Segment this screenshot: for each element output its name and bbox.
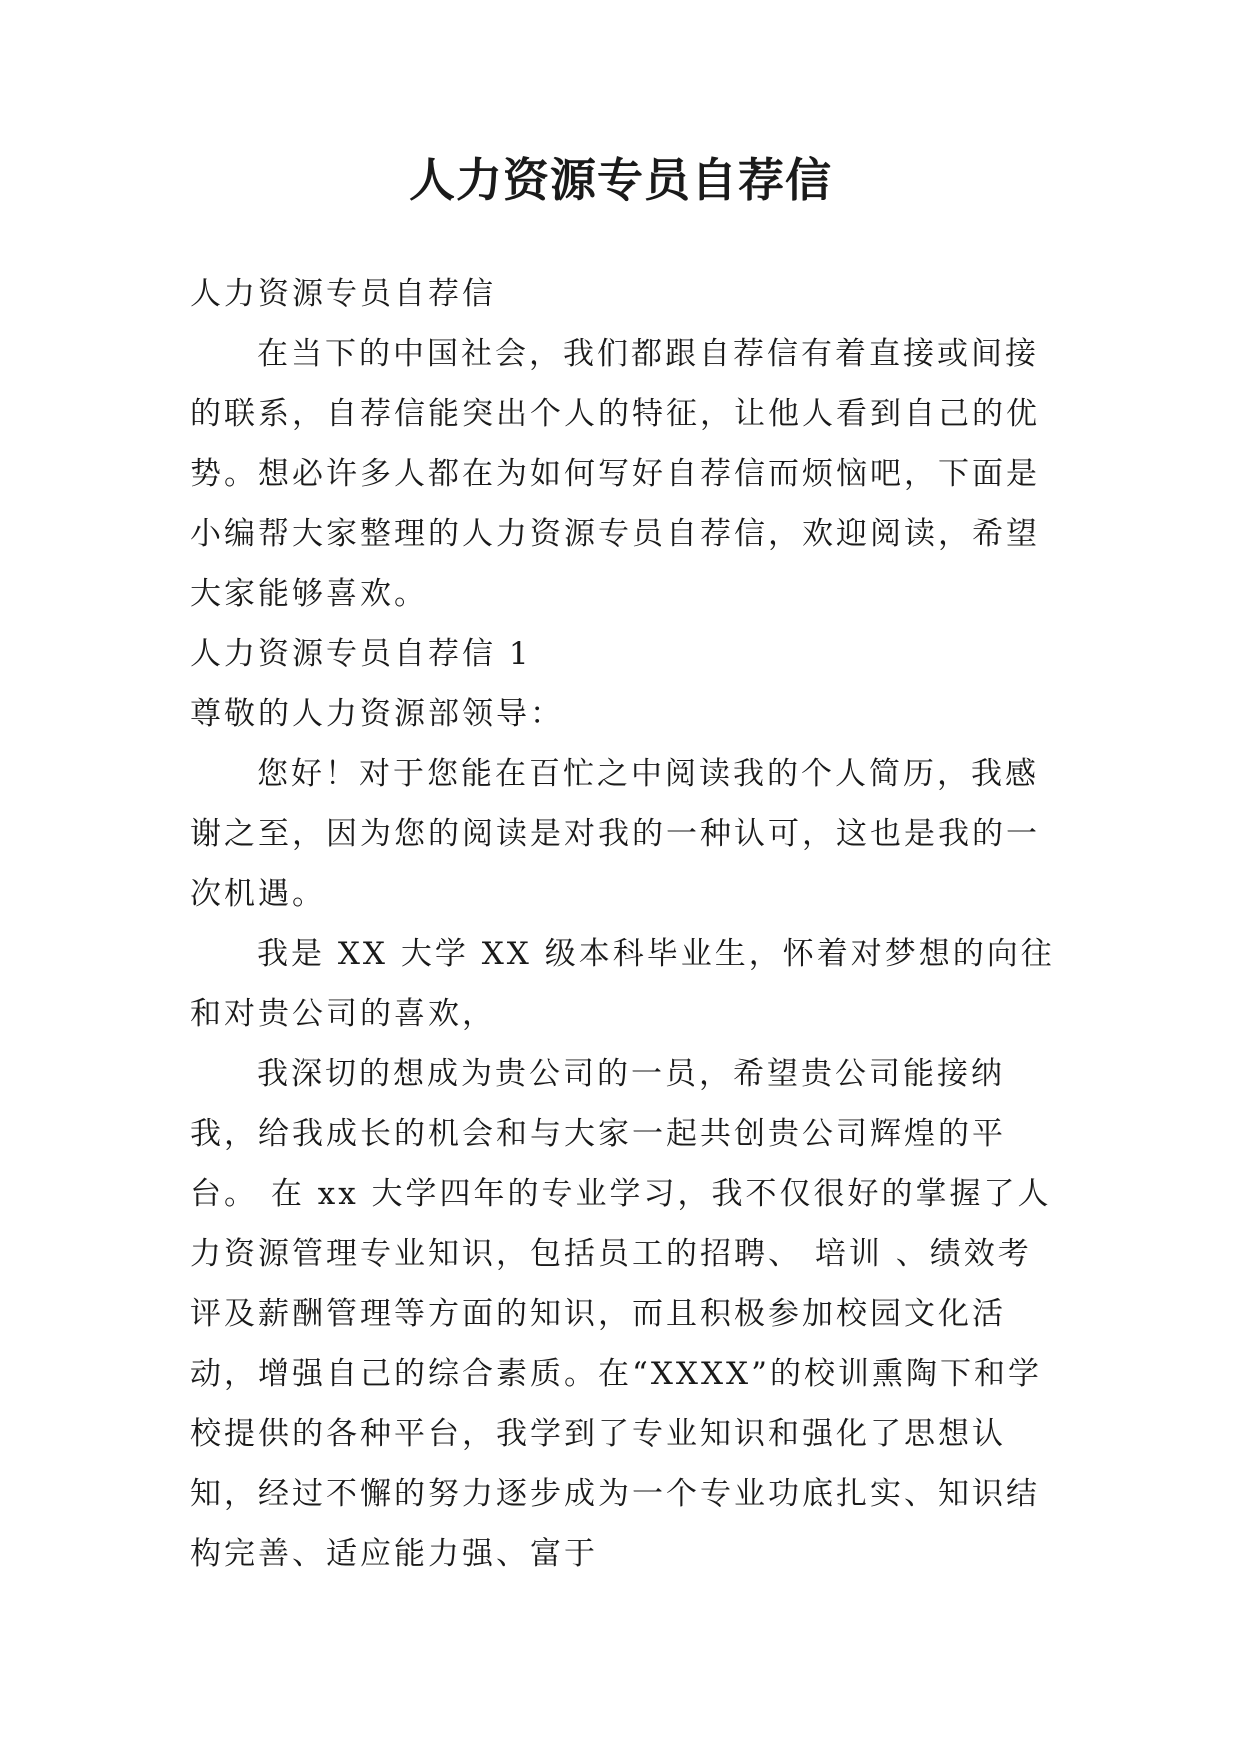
document-title: 人力资源专员自荐信: [409, 153, 832, 207]
salutation: 尊敬的人力资源部领导：: [190, 696, 564, 732]
letter-paragraph-3: 我深切的想成为贵公司的一员，希望贵公司能接纳我，给我成长的机会和与大家一起共创贵公司辉煌的平台。 在 xx 大学四年的专业学习，我不仅很好的掌握了人力资源管理专业知识，包括员工的招聘、 培训 、绩效考评及薪酬管理等方面的知识，而且积极参加校园文化活动，增强自己的综合素质。在“XXXX”的校训熏陶下和学校提供的各种平台，我学到了专业知识和强化了思想认知，经过不懈的努力逐步成为一个专业功底扎实、知识结构完善、适应能力强、富于: [190, 1056, 1052, 1572]
letter-heading: 人力资源专员自荐信 1: [190, 636, 532, 672]
letter-paragraph-1: 您好！对于您能在百忙之中阅读我的个人简历，我感谢之至，因为您的阅读是对我的一种认可，这也是我的一次机遇。: [190, 756, 1040, 912]
intro-paragraph: 在当下的中国社会，我们都跟自荐信有着直接或间接的联系，自荐信能突出个人的特征，让他人看到自己的优势。想必许多人都在为如何写好自荐信而烦恼吧，下面是小编帮大家整理的人力资源专员自荐信，欢迎阅读，希望大家能够喜欢。: [190, 336, 1040, 612]
letter-paragraph-2: 我是 XX 大学 XX 级本科毕业生，怀着对梦想的向往和对贵公司的喜欢，: [190, 936, 1055, 1032]
intro-heading: 人力资源专员自荐信: [190, 276, 496, 312]
